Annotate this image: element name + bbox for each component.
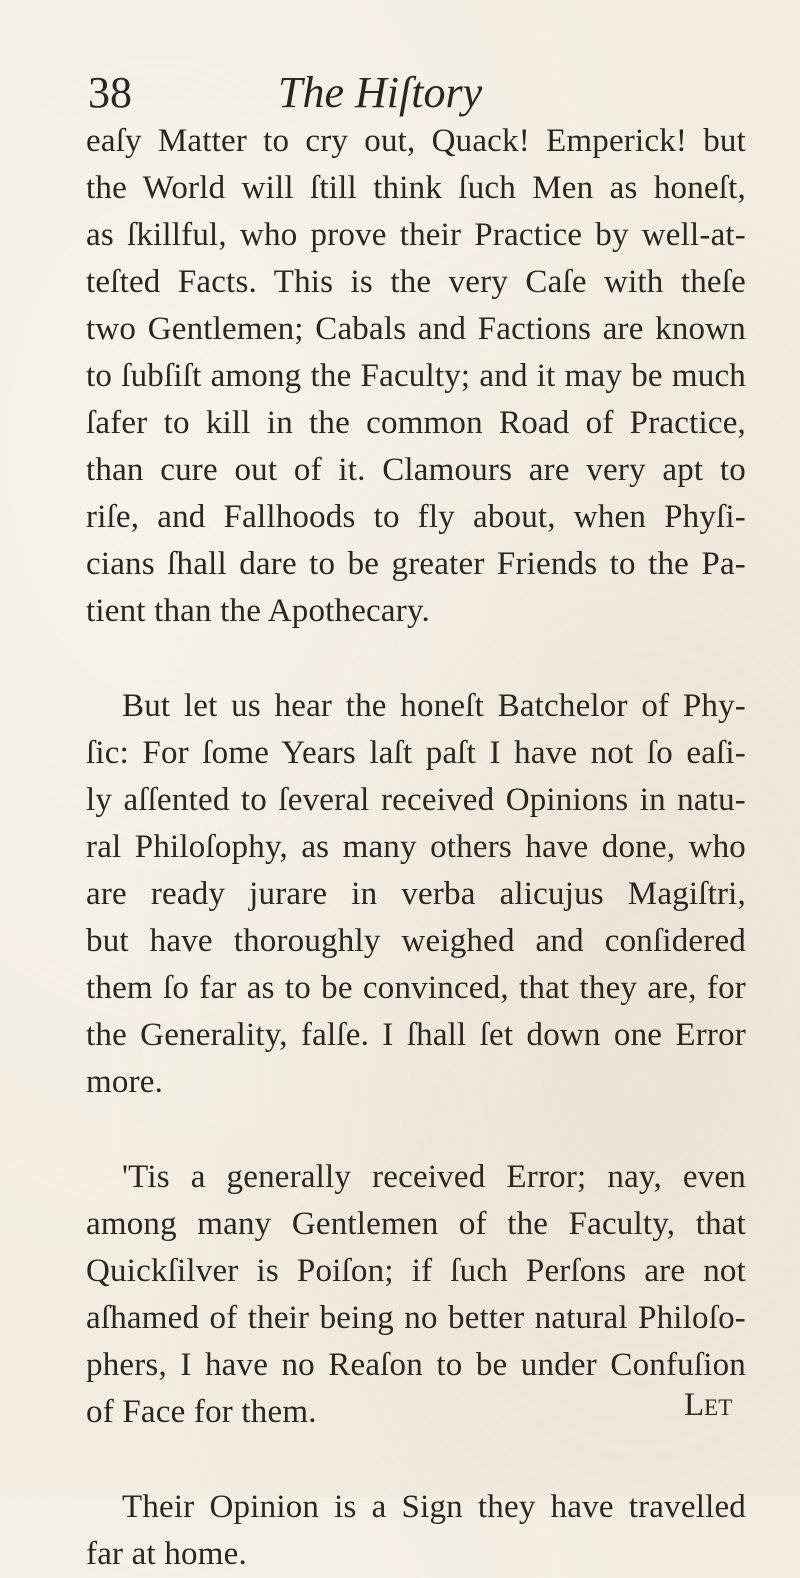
text-line: But let us hear the honeſt Batchelor of Phy- [122,688,746,724]
text-line: Quickſilver is Poiſon; if ſuch Perſons are not [86,1253,746,1289]
text-line: phers, I have no Reaſon to be under Confuſion [86,1347,746,1383]
text-line: tient than the Apothecary. [86,593,430,629]
body-text [86,118,746,1578]
text-line: than cure out of it. Clamours are very apt to [86,452,746,488]
text-line: the Generality, falſe. I ſhall ſet down one Error [86,1017,746,1053]
paragraph-gap [86,1436,746,1484]
page-number: 38 [88,68,132,117]
catchword: Let [684,1387,733,1423]
text-line: cians ſhall dare to be greater Friends to the Pa- [86,546,746,582]
text-line: ſic: For ſome Years laſt paſt I have not ſo eaſi- [86,735,746,771]
text-line: far at home. [86,1536,247,1572]
text-line: ſafer to kill in the common Road of Practice, [86,405,746,441]
text-line: aſhamed of their being no better natural Philoſo- [86,1300,746,1336]
text-line: as ſkillful, who prove their Practice by well-at- [86,217,746,253]
paragraph-gap [86,635,746,683]
text-line: them ſo far as to be convinced, that they are, for [86,970,746,1006]
paragraph-gap [86,1106,746,1154]
text-line: of Face for them. [86,1394,317,1430]
text-line: two Gentlemen; Cabals and Factions are known [86,311,746,347]
paragraph [86,1484,746,1578]
paragraph [86,1154,746,1436]
text-line: the World will ſtill think ſuch Men as honeſt, [86,170,746,206]
text-line: riſe, and Fallhoods to fly about, when Phyſi- [86,499,746,535]
text-line: among many Gentlemen of the Faculty, that [86,1206,746,1242]
text-line: more. [86,1064,164,1100]
text-line: to ſubſiſt among the Faculty; and it may be much [86,358,746,394]
text-line: Their Opinion is a Sign they have travelled [122,1489,746,1525]
text-line: ly aſſented to ſeveral received Opinions in natu- [86,782,746,818]
text-line: are ready jurare in verba alicujus Magiſtri, [86,876,746,912]
running-title: The Hiſtory [278,68,483,117]
paragraph [86,683,746,1106]
text-line: ral Philoſophy, as many others have done, who [86,829,746,865]
text-line: 'Tis a generally received Error; nay, even [122,1159,746,1195]
paragraph [86,118,746,635]
text-line: but have thoroughly weighed and conſidered [86,923,746,959]
text-line: eaſy Matter to cry out, Quack! Emperick! but [86,123,746,159]
text-line: teſted Facts. This is the very Caſe with theſe [86,264,746,300]
